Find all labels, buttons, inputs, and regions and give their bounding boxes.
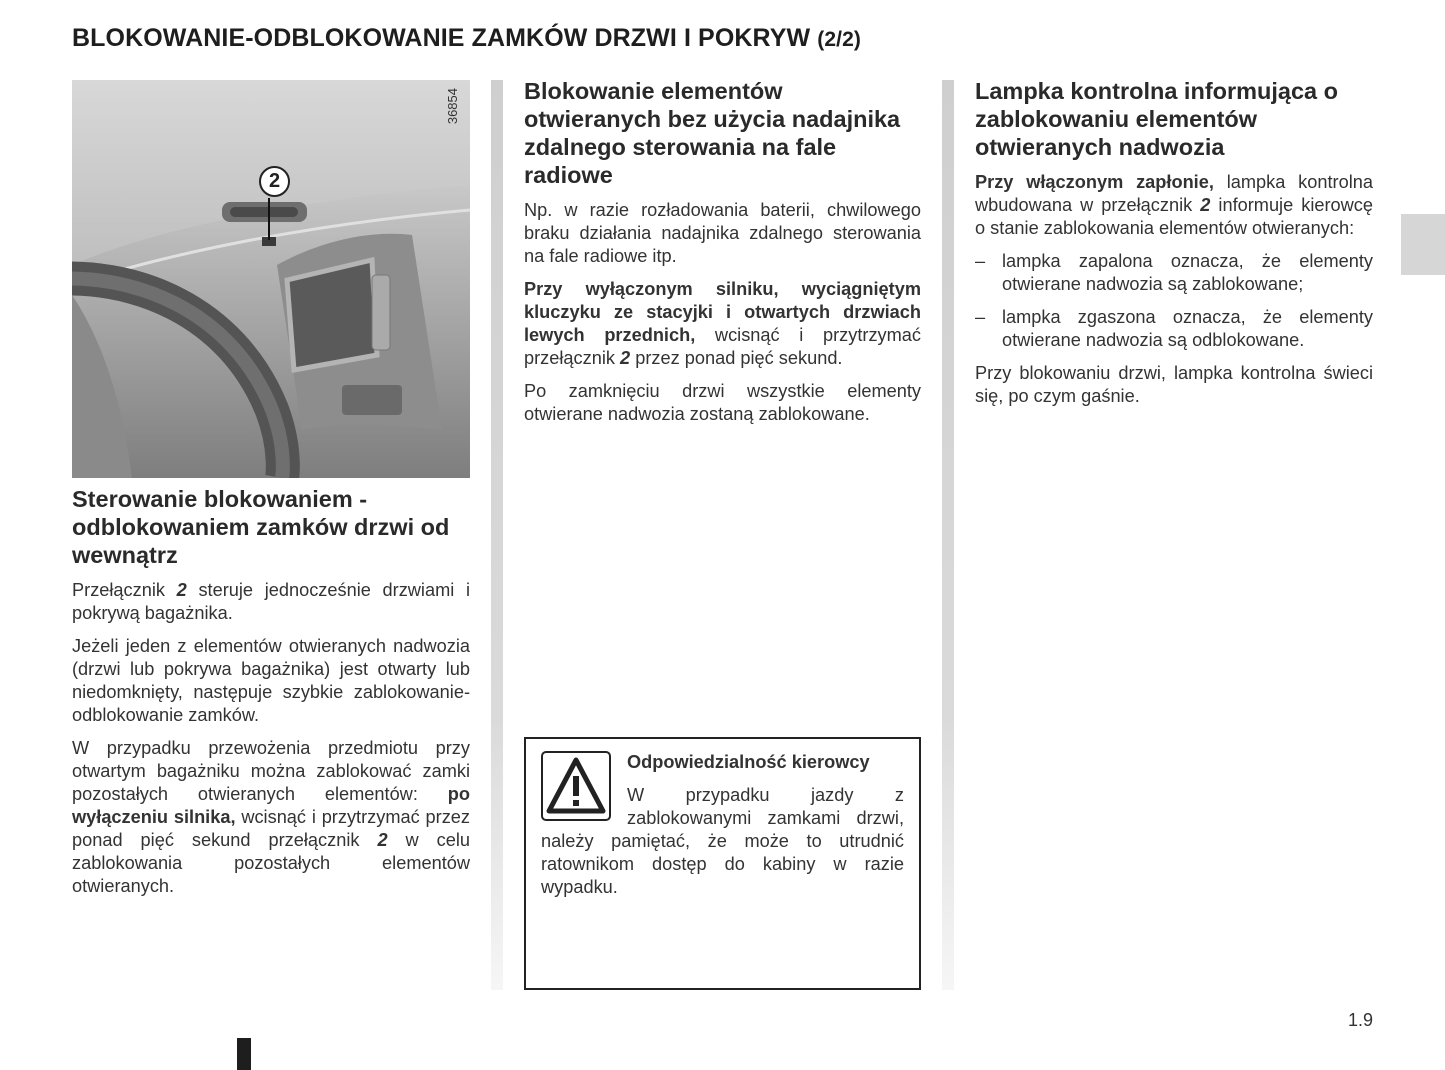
paragraph-switch: Przełącznik 2 steruje jednocześnie drzwiami i pokrywą bagażnika. bbox=[72, 580, 470, 623]
section-heading-without-remote: Blokowanie elementów otwieranych bez użycia nadajnika zdalnego sterowania na fale radiowe bbox=[524, 78, 901, 188]
figure-number: 36854 bbox=[445, 88, 460, 125]
list-item: – lampka zapalona oznacza, że elementy otwierane nadwozia są zablokowane; bbox=[975, 251, 1373, 294]
print-edge-mark bbox=[237, 1038, 251, 1070]
paragraph-open-boot: W przypadku przewożenia przedmiotu przy otwartym bagażniku można zablokować zamki pozostałych otwieranych elementów: po wyłączeniu silnika, wcisnąć i przytrzymać przez ponad pięć sekund przełącznik 2 w celu zablokowania pozostałych elementów otwieranych. bbox=[72, 738, 470, 896]
page-title: BLOKOWANIE-ODBLOKOWANIE ZAMKÓW DRZWI I POKRYW (2/2) bbox=[72, 24, 861, 52]
light-state-list bbox=[975, 250, 1373, 352]
chapter-tab bbox=[1401, 214, 1445, 275]
paragraph-engine-off: Przy wyłączonym silniku, wyciągniętym kluczyku ze stacyjki i otwartych drzwiach lewych przednich, wcisnąć i przytrzymać przełącznik 2 przez ponad pięć sekund. bbox=[524, 279, 921, 368]
column-separator-1 bbox=[491, 80, 503, 990]
paragraph-after-closing: Po zamknięciu drzwi wszystkie elementy otwierane nadwozia zostaną zablokowane. bbox=[524, 381, 921, 424]
figure-callout-2: 2 bbox=[259, 166, 290, 197]
dashboard-illustration bbox=[72, 80, 470, 478]
paragraph-ignition: Przy włączonym zapłonie, lampka kontrolna wbudowana w przełącznik 2 informuje kierowcę o stanie zablokowania elementów otwieranych: bbox=[975, 172, 1374, 238]
column-right bbox=[975, 77, 1373, 418]
column-middle bbox=[524, 77, 921, 436]
column-separator-2 bbox=[942, 80, 954, 990]
warning-icon bbox=[541, 751, 611, 821]
page-number: 1.9 bbox=[1347, 1010, 1373, 1030]
warning-box bbox=[524, 737, 921, 990]
section-heading-warning-light: Lampka kontrolna informująca o zablokowaniu elementów otwieranych nadwozia bbox=[975, 78, 1339, 160]
list-item: – lampka zgaszona oznacza, że elementy otwierane nadwozia są odblokowane. bbox=[975, 307, 1373, 350]
paragraph-battery: Np. w razie rozładowania baterii, chwilowego braku działania nadajnika zdalnego sterowania na fale radiowe itp. bbox=[524, 200, 921, 266]
paragraph-locking-light: Przy blokowaniu drzwi, lampka kontrolna świeci się, po czym gaśnie. bbox=[975, 363, 1373, 406]
page-title-part: (2/2) bbox=[817, 28, 861, 51]
warning-text: W przypadku jazdy z zablokowanymi zamkami drzwi, należy pamiętać, że może to utrudnić ratownikom dostęp do kabiny w razie wypadku. bbox=[541, 785, 904, 897]
dashboard-figure bbox=[72, 80, 470, 478]
warning-title: Odpowiedzialność kierowcy bbox=[627, 752, 870, 772]
column-left bbox=[72, 80, 470, 908]
paragraph-open-element: Jeżeli jeden z elementów otwieranych nadwozia (drzwi lub pokrywa bagażnika) jest otwarty lub niedomknięty, następuje szybkie zablokowanie-odblokowanie zamków. bbox=[72, 636, 470, 725]
section-heading-interior-locking: Sterowanie blokowaniem - odblokowaniem zamków drzwi od wewnątrz bbox=[72, 486, 450, 568]
